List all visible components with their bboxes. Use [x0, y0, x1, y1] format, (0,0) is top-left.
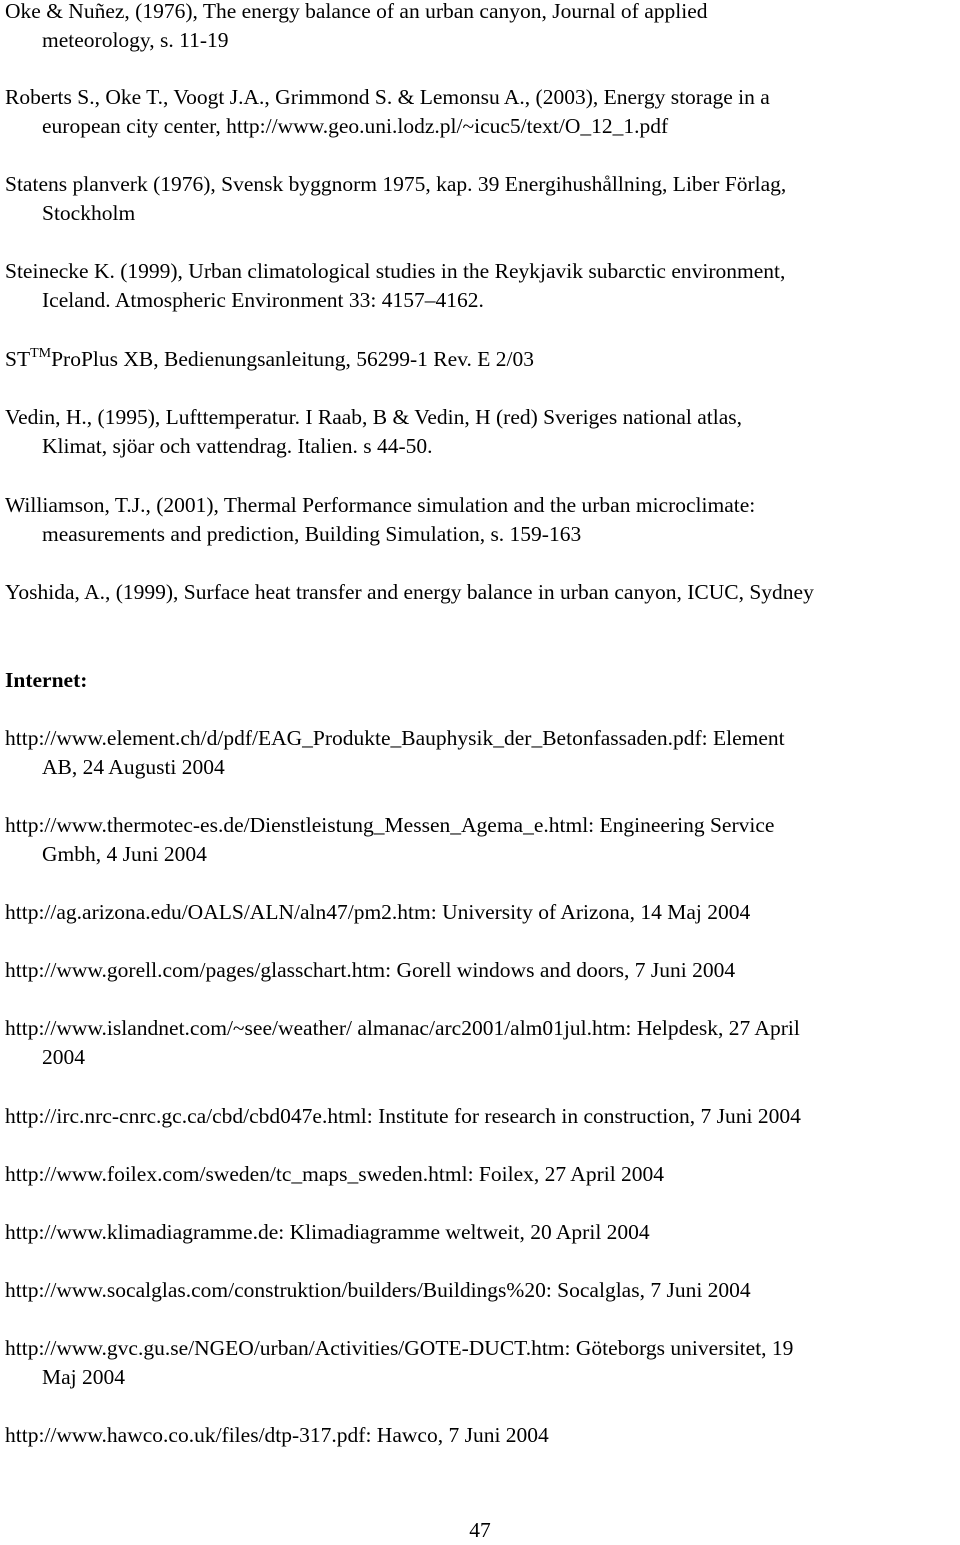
reference-steinecke: Steinecke K. (1999), Urban climatological studies in the Reykjavik subarctic environment, Iceland. Atmospheric Environment 33: 4157–4162.	[5, 259, 786, 312]
internet-reference-thermotec: http://www.thermotec-es.de/Dienstleistung_Messen_Agema_e.html: Engineering Service Gmbh, 4 Juni 2004	[5, 813, 775, 866]
internet-reference-element: http://www.element.ch/d/pdf/EAG_Produkte_Bauphysik_der_Betonfassaden.pdf: Element AB, 24 Augusti 2004	[5, 726, 785, 779]
internet-reference-nrc: http://irc.nrc-cnrc.gc.ca/cbd/cbd047e.html: Institute for research in construction, 7 Juni 2004	[5, 1104, 801, 1128]
page-number: 47	[469, 1518, 491, 1542]
internet-reference-islandnet: http://www.islandnet.com/~see/weather/ almanac/arc2001/alm01jul.htm: Helpdesk, 27 April 2004	[5, 1016, 800, 1069]
internet-reference-arizona: http://ag.arizona.edu/OALS/ALN/aln47/pm2.htm: University of Arizona, 14 Maj 2004	[5, 900, 751, 924]
reference-yoshida: Yoshida, A., (1999), Surface heat transfer and energy balance in urban canyon, ICUC, Sydney	[5, 580, 814, 604]
reference-williamson: Williamson, T.J., (2001), Thermal Performance simulation and the urban microclimate: measurements and prediction, Building Simulation, s. 159-163	[5, 493, 756, 546]
internet-reference-hawco: http://www.hawco.co.uk/files/dtp-317.pdf: Hawco, 7 Juni 2004	[5, 1423, 549, 1447]
internet-reference-socalglas: http://www.socalglas.com/construktion/builders/Buildings%20: Socalglas, 7 Juni 2004	[5, 1278, 751, 1302]
internet-reference-gvc: http://www.gvc.gu.se/NGEO/urban/Activities/GOTE-DUCT.htm: Göteborgs universitet, 19 Maj 2004	[5, 1336, 794, 1389]
reference-oke-nunez: Oke & Nuñez, (1976), The energy balance of an urban canyon, Journal of applied meteorology, s. 11-19	[5, 0, 708, 52]
reference-st-proplus: ST™ProPlus XB, Bedienungsanleitung, 56299-1 Rev. E 2/03	[5, 346, 535, 371]
internet-reference-klimadiagramme: http://www.klimadiagramme.de: Klimadiagramme weltweit, 20 April 2004	[5, 1220, 650, 1244]
reference-statens-planverk: Statens planverk (1976), Svensk byggnorm 1975, kap. 39 Energihushållning, Liber Förlag, Stockholm	[5, 172, 787, 225]
internet-heading: Internet:	[5, 668, 88, 692]
internet-reference-gorell: http://www.gorell.com/pages/glasschart.htm: Gorell windows and doors, 7 Juni 2004	[5, 958, 736, 982]
internet-reference-foilex: http://www.foilex.com/sweden/tc_maps_sweden.html: Foilex, 27 April 2004	[5, 1162, 665, 1186]
reference-roberts: Roberts S., Oke T., Voogt J.A., Grimmond S. & Lemonsu A., (2003), Energy storage in a european city center, http://www.geo.uni.lodz.pl/~icuc5/text/O_12_1.pdf	[5, 85, 770, 138]
reference-vedin: Vedin, H., (1995), Lufttemperatur. I Raab, B & Vedin, H (red) Sveriges national atlas, Klimat, sjöar och vattendrag. Italien. s 44-50.	[5, 405, 742, 458]
